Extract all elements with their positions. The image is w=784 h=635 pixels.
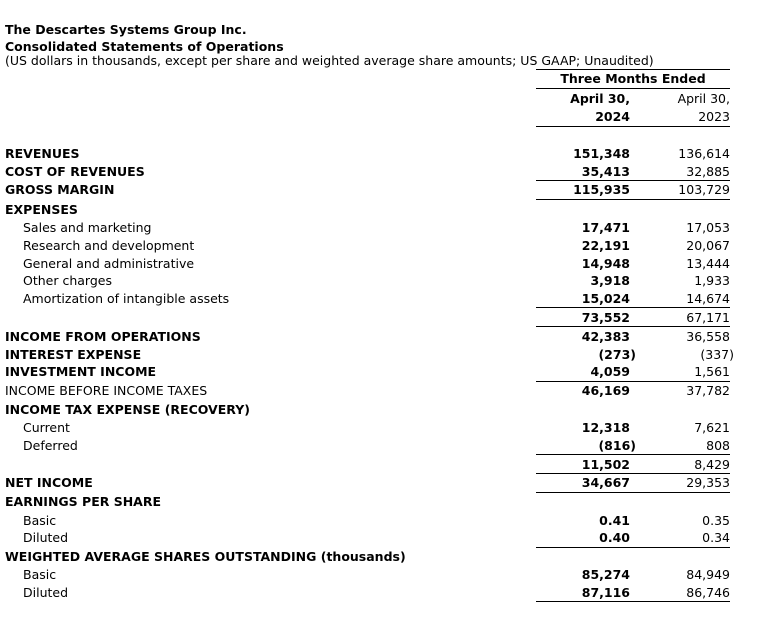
row-label: General and administrative <box>23 256 195 271</box>
row-label: Basic <box>23 513 57 528</box>
expenses-total-2023: 67,171 <box>686 310 730 325</box>
row-label: COST OF REVENUES <box>5 164 145 179</box>
row-label: INCOME BEFORE INCOME TAXES <box>5 383 208 398</box>
value-2023: 13,444 <box>686 256 730 271</box>
value-2024: 15,024 <box>581 291 630 306</box>
value-2024: 85,274 <box>581 567 630 582</box>
row-label: Research and development <box>23 238 195 253</box>
value-2023: 0.35 <box>702 513 730 528</box>
row-label: Current <box>23 420 70 435</box>
section-label: INCOME TAX EXPENSE (RECOVERY) <box>5 402 250 417</box>
value-2024: 0.41 <box>599 513 630 528</box>
report-header <box>5 21 284 55</box>
value-2024: 22,191 <box>581 238 630 253</box>
row-label: NET INCOME <box>5 475 93 490</box>
value-2023: 14,674 <box>686 291 730 306</box>
section-label: WEIGHTED AVERAGE SHARES OUTSTANDING (thousands) <box>5 549 406 564</box>
row-label: GROSS MARGIN <box>5 182 115 197</box>
value-2024: 42,383 <box>581 329 630 344</box>
value-2024: 12,318 <box>581 420 630 435</box>
value-2023: 0.34 <box>702 530 730 545</box>
tax-total-2023: 8,429 <box>694 457 730 472</box>
value-2024: 87,116 <box>581 585 630 600</box>
value-2023: 32,885 <box>686 164 730 179</box>
divider <box>536 88 730 89</box>
value-2023: 36,558 <box>686 329 730 344</box>
col-2023-header-line1: April 30, <box>677 91 730 106</box>
value-2024: 34,667 <box>581 475 630 490</box>
col-2023-header-line2: 2023 <box>698 109 730 124</box>
divider <box>536 126 730 127</box>
value-2023: 7,621 <box>694 420 730 435</box>
divider <box>536 454 730 455</box>
divider <box>536 601 730 602</box>
col-2024-header-line2: 2024 <box>595 109 630 124</box>
row-label: Other charges <box>23 273 112 288</box>
divider <box>536 381 730 382</box>
value-2023: 1,561 <box>694 364 730 379</box>
value-2024: 46,169 <box>581 383 630 398</box>
value-2024: 115,935 <box>573 182 630 197</box>
divider <box>536 492 730 493</box>
value-2023: 86,746 <box>686 585 730 600</box>
col-2024-header-line1: April 30, <box>570 91 630 106</box>
value-2023: 808 <box>706 438 730 453</box>
section-label: EARNINGS PER SHARE <box>5 494 162 509</box>
value-2024: (816) <box>598 438 636 453</box>
divider <box>536 199 730 200</box>
value-2024: 17,471 <box>581 220 630 235</box>
row-label: INVESTMENT INCOME <box>5 364 157 379</box>
value-2024: (273) <box>598 347 636 362</box>
value-2023: 1,933 <box>694 273 730 288</box>
row-label: Amortization of intangible assets <box>23 291 230 306</box>
row-label: Diluted <box>23 530 69 545</box>
value-2023: 17,053 <box>686 220 730 235</box>
value-2023: 136,614 <box>678 146 730 161</box>
value-2024: 3,918 <box>590 273 630 288</box>
row-label: INTEREST EXPENSE <box>5 347 142 362</box>
divider <box>536 180 730 181</box>
value-2023: 29,353 <box>686 475 730 490</box>
value-2023: 103,729 <box>678 182 730 197</box>
divider <box>536 307 730 308</box>
divider <box>536 69 730 70</box>
period-header: Three Months Ended <box>560 71 706 86</box>
value-2024: 151,348 <box>573 146 630 161</box>
row-label: Basic <box>23 567 57 582</box>
row-label: Sales and marketing <box>23 220 152 235</box>
value-2023: 37,782 <box>686 383 730 398</box>
value-2024: 35,413 <box>581 164 630 179</box>
statement-note: (US dollars in thousands, except per share and weighted average share amounts; US GAAP; Unaudited) <box>5 53 654 68</box>
value-2023: 84,949 <box>686 567 730 582</box>
value-2024: 4,059 <box>590 364 630 379</box>
value-2023: (337) <box>700 347 734 362</box>
row-label: Deferred <box>23 438 78 453</box>
tax-total-2024: 11,502 <box>581 457 630 472</box>
row-label: INCOME FROM OPERATIONS <box>5 329 201 344</box>
row-label: Diluted <box>23 585 69 600</box>
value-2024: 0.40 <box>599 530 630 545</box>
value-2023: 20,067 <box>686 238 730 253</box>
expenses-total-2024: 73,552 <box>581 310 630 325</box>
divider <box>536 326 730 327</box>
row-label: REVENUES <box>5 146 80 161</box>
divider <box>536 473 730 474</box>
section-label: EXPENSES <box>5 202 78 217</box>
value-2024: 14,948 <box>581 256 630 271</box>
company-name: The Descartes Systems Group Inc. <box>5 22 247 37</box>
statement-title: Consolidated Statements of Operations <box>5 39 284 54</box>
divider <box>536 547 730 548</box>
